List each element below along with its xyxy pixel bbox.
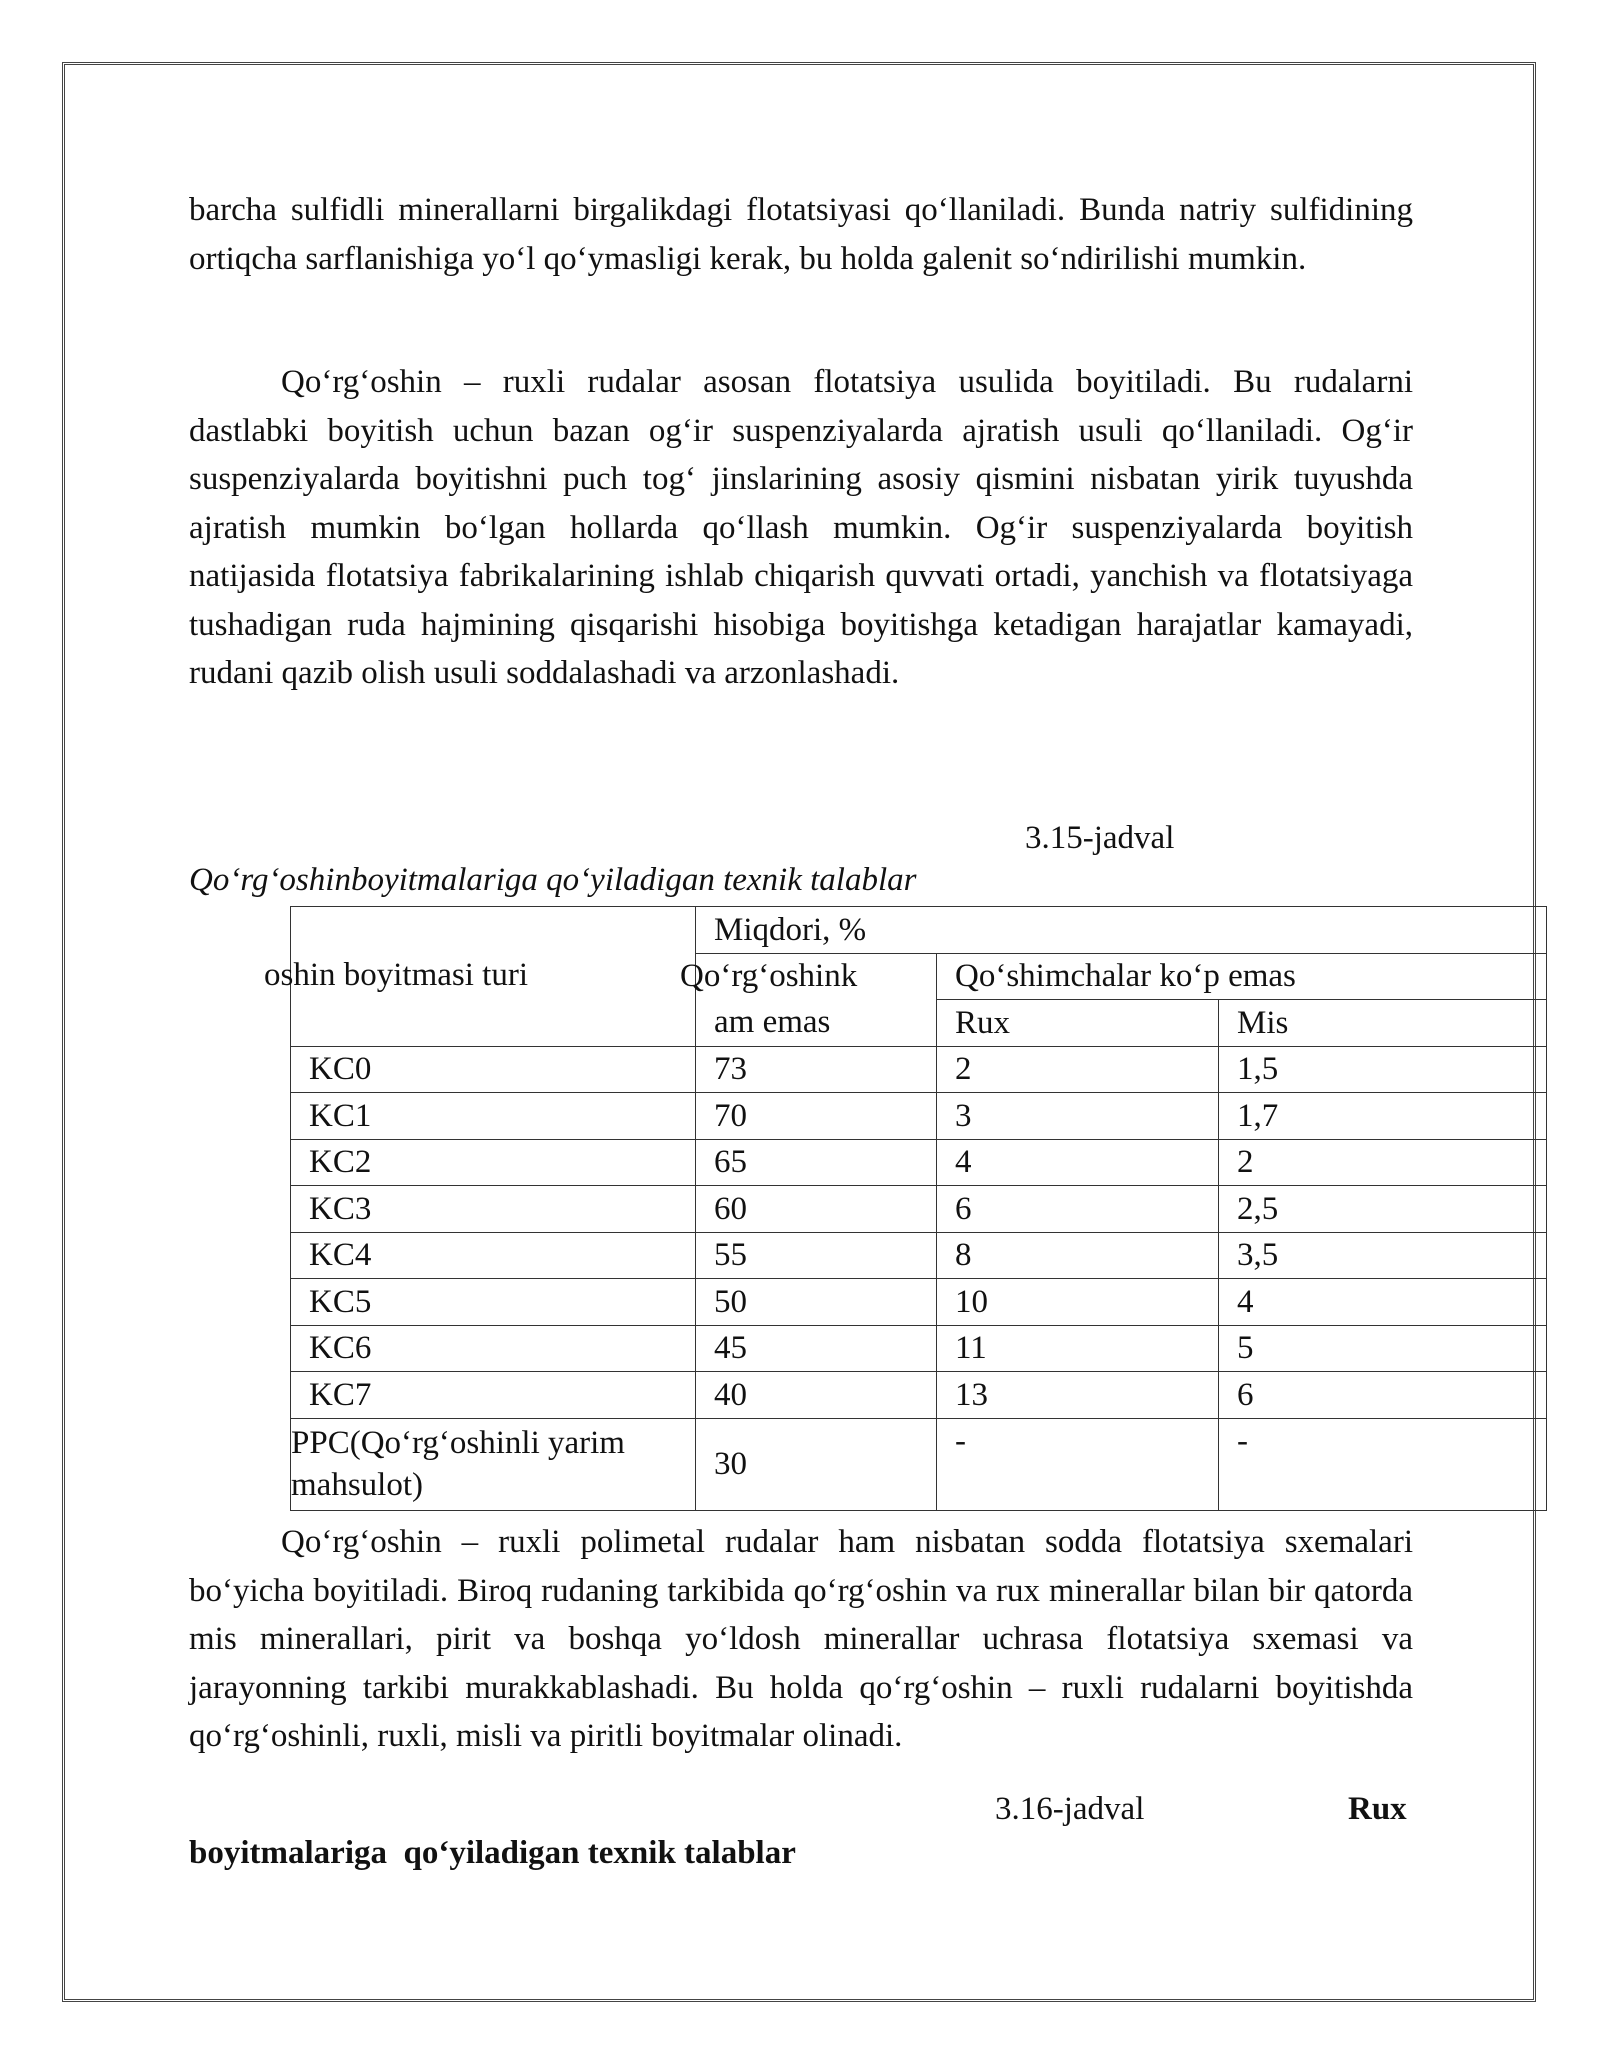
cell-copper: 6: [1219, 1372, 1547, 1419]
table-number-3-15: 3.15-jadval: [1025, 820, 1175, 856]
cell-zinc: 10: [937, 1279, 1219, 1326]
cell-lead: 45: [696, 1325, 937, 1372]
cell-copper: -: [1219, 1418, 1547, 1510]
cell-lead: 60: [696, 1186, 937, 1233]
cell-type: KC6: [291, 1325, 696, 1372]
cell-zinc: 13: [937, 1372, 1219, 1419]
table-row: [291, 1372, 1547, 1419]
header-concentrate-type: oshin boyitmasi turi: [291, 907, 696, 1047]
table-title-3-16-start: Rux: [1348, 1791, 1407, 1827]
table-row: [291, 1046, 1547, 1093]
cell-zinc: 11: [937, 1325, 1219, 1372]
table-row: [291, 1186, 1547, 1233]
cell-copper: 1,5: [1219, 1046, 1547, 1093]
cell-type: KC1: [291, 1093, 696, 1140]
cell-copper: 5: [1219, 1325, 1547, 1372]
paragraph-1: barcha sulfidli minerallarni birgalikdagi flotatsiyasi qo‘llaniladi. Bunda natriy sulfidining ortiqcha sarflanishiga yo‘l qo‘ymasligi kerak, bu holda galenit so‘ndirilishi mumkin.: [189, 192, 1413, 277]
cell-lead: 55: [696, 1232, 937, 1279]
cell-type: KC0: [291, 1046, 696, 1093]
paragraph-3: Qo‘rg‘oshin – ruxli polimetal rudalar ham nisbatan sodda flotatsiya sxemalari bo‘yicha boyitiladi. Biroq rudaning tarkibida qo‘rg‘oshin va rux minerallar bilan bir qatorda mis minerallari, pirit va boshqa yo‘ldosh minerallar uchrasa flotatsiya sxemasi va jarayonning tarkibi murakkablashadi. Bu holda qo‘rg‘oshin – ruxli rudalarni boyitishda qo‘rg‘oshinli, ruxli, misli va piritli boyitmalar olinadi.: [189, 1524, 1413, 1754]
cell-type: KC4: [291, 1232, 696, 1279]
cell-type: KC7: [291, 1372, 696, 1419]
table-title-3-16-rest: boyitmalariga qo‘yiladigan texnik talablar: [189, 1835, 796, 1871]
header-copper: Mis: [1219, 1000, 1547, 1047]
cell-type: KC5: [291, 1279, 696, 1326]
cell-copper: 2: [1219, 1139, 1547, 1186]
table-row: [291, 1418, 1547, 1510]
lead-concentrate-table: [264, 906, 1547, 1511]
header-impurities: Qo‘shimchalar ko‘p emas: [937, 953, 1547, 1000]
table-row: [291, 1325, 1547, 1372]
cell-zinc: 4: [937, 1139, 1219, 1186]
cell-zinc: 2: [937, 1046, 1219, 1093]
table-row: [291, 1232, 1547, 1279]
table-row: [291, 1279, 1547, 1326]
table-row: [291, 1093, 1547, 1140]
cell-zinc: 8: [937, 1232, 1219, 1279]
cell-copper: 3,5: [1219, 1232, 1547, 1279]
paragraph-2: Qo‘rg‘oshin – ruxli rudalar asosan flotatsiya usulida boyitiladi. Bu rudalarni dastlabki boyitish uchun bazan og‘ir suspenziyalarda ajratish usuli qo‘llaniladi. Og‘ir suspenziyalarda boyitishni puch tog‘ jinslarining asosiy qismini nisbatan yirik tuyushda ajratish mumkin bo‘lgan hollarda qo‘llash mumkin. Og‘ir suspenziyalarda boyitish natijasida flotatsiya fabrikalarining ishlab chiqarish quvvati ortadi, yanchish va flotatsiyaga tushadigan ruda hajmining qisqarishi hisobiga boyitishga ketadigan harajatlar kamayadi, rudani qazib olish usuli soddalashadi va arzonlashadi.: [189, 364, 1413, 691]
cell-zinc: 6: [937, 1186, 1219, 1233]
cell-type: KC2: [291, 1139, 696, 1186]
cell-lead: 30: [696, 1418, 937, 1510]
cell-copper: 1,7: [1219, 1093, 1547, 1140]
table-caption-3-15: Qo‘rg‘oshinboyitmalariga qo‘yiladigan texnik talablar: [189, 862, 917, 898]
cell-zinc: -: [937, 1418, 1219, 1510]
table-row: [291, 1139, 1547, 1186]
cell-lead: 65: [696, 1139, 937, 1186]
cell-lead: 50: [696, 1279, 937, 1326]
cell-copper: 4: [1219, 1279, 1547, 1326]
cell-type: KC3: [291, 1186, 696, 1233]
header-amount: Miqdori, %: [696, 907, 1547, 954]
cell-type: PPC(Qo‘rg‘oshinli yarim mahsulot): [291, 1418, 696, 1510]
header-zinc: Rux: [937, 1000, 1219, 1047]
cell-lead: 70: [696, 1093, 937, 1140]
table-number-3-16: 3.16-jadval: [995, 1791, 1145, 1827]
cell-lead: 40: [696, 1372, 937, 1419]
cell-copper: 2,5: [1219, 1186, 1547, 1233]
header-lead: Qo‘rg‘oshink am emas: [696, 953, 937, 1046]
cell-zinc: 3: [937, 1093, 1219, 1140]
cell-lead: 73: [696, 1046, 937, 1093]
